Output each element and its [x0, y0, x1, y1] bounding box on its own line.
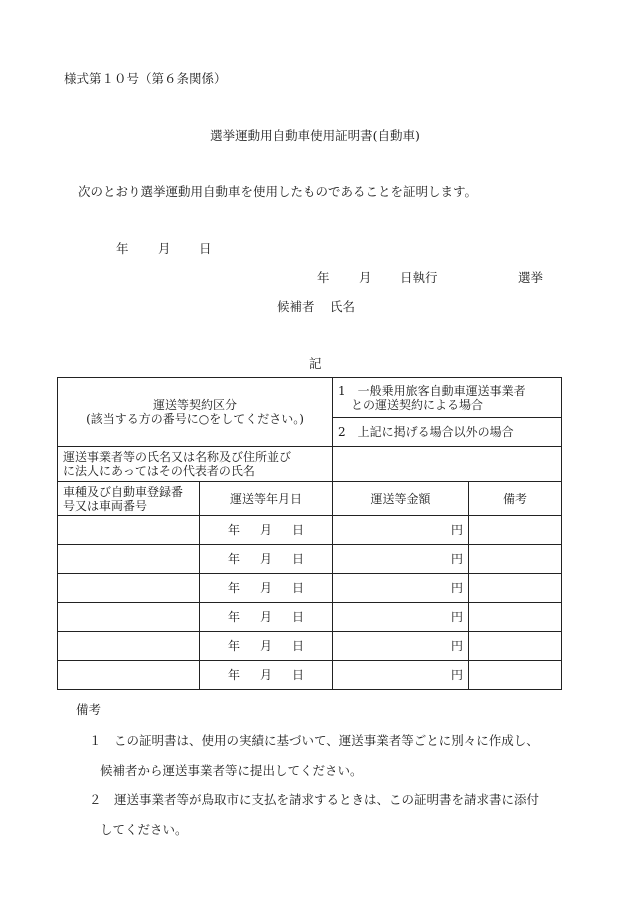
election-month: 月: [359, 270, 372, 285]
candidate-label: 候補者: [277, 299, 315, 314]
date-cell[interactable]: [200, 516, 333, 545]
contract-row-1: [58, 378, 562, 418]
row-year: 年: [227, 523, 240, 537]
row-day: 日: [292, 552, 305, 566]
remarks-cell[interactable]: [469, 574, 562, 603]
option1-line1: 1 一般乗用旅客自動車運送事業者: [338, 383, 526, 398]
row-day: 日: [292, 523, 305, 537]
row-month: 月: [259, 639, 272, 653]
row-yen: 円: [450, 581, 463, 595]
vehicle-cell[interactable]: [58, 603, 200, 632]
row-yen: 円: [450, 552, 463, 566]
remarks-cell[interactable]: [469, 545, 562, 574]
election-year: 年: [317, 270, 330, 285]
amount-cell[interactable]: [333, 574, 469, 603]
vehicle-cell[interactable]: [58, 516, 200, 545]
remarks-cell[interactable]: [469, 603, 562, 632]
row-month: 月: [259, 581, 272, 595]
remarks-cell[interactable]: [469, 661, 562, 690]
amount-cell[interactable]: [333, 603, 469, 632]
row-month: 月: [259, 610, 272, 624]
row-yen: 円: [450, 523, 463, 537]
amount-cell[interactable]: [333, 661, 469, 690]
remarks-cell[interactable]: [469, 632, 562, 661]
intro-text: 次のとおり選挙運動用自動車を使用したものであることを証明します。: [78, 184, 478, 199]
date-year: 年: [116, 241, 129, 256]
row-month: 月: [259, 668, 272, 682]
amount-cell[interactable]: [333, 516, 469, 545]
contract-option-1: [333, 378, 562, 418]
vehicle-header: [58, 482, 200, 516]
form-number: 様式第１０号（第６条関係）: [64, 71, 227, 86]
carrier-row: [58, 447, 562, 482]
ki-mark: 記: [309, 356, 322, 371]
carrier-line2: に法人にあってはその代表者の氏名: [63, 464, 255, 478]
election-day-exec: 日執行: [400, 270, 438, 285]
row-year: 年: [227, 581, 240, 595]
row-year: 年: [227, 668, 240, 682]
contract-category-label: 運送等契約区分: [152, 398, 237, 412]
remarks-cell[interactable]: [469, 516, 562, 545]
remarks-header: 備考: [469, 482, 562, 516]
amount-cell[interactable]: [333, 545, 469, 574]
carrier-value-cell[interactable]: [333, 447, 562, 482]
row-day: 日: [292, 639, 305, 653]
election-label: 選挙: [518, 270, 544, 285]
row-yen: 円: [450, 668, 463, 682]
row-year: 年: [227, 639, 240, 653]
vehicle-cell[interactable]: [58, 574, 200, 603]
note2-line2: してください。: [100, 822, 188, 837]
notes-heading: 備考: [76, 702, 102, 717]
vehicle-cell[interactable]: [58, 632, 200, 661]
header-row: [58, 482, 562, 516]
note1-line2: 候補者から運送事業者等に提出してください。: [100, 763, 363, 778]
option1-line2: との運送契約による場合: [351, 397, 484, 412]
table-row: [58, 632, 562, 661]
table-row: [58, 661, 562, 690]
date-month: 月: [158, 241, 171, 256]
row-year: 年: [227, 552, 240, 566]
contract-option-2: 2 上記に掲げる場合以外の場合: [333, 418, 562, 447]
date-cell[interactable]: [200, 545, 333, 574]
vehicle-cell[interactable]: [58, 661, 200, 690]
row-month: 月: [259, 523, 272, 537]
date-cell[interactable]: [200, 632, 333, 661]
contract-category-note: (該当する方の番号に○をしてください。): [86, 412, 304, 426]
row-month: 月: [259, 552, 272, 566]
row-yen: 円: [450, 639, 463, 653]
contract-category-cell: [58, 378, 333, 447]
table-row: [58, 516, 562, 545]
table-row: [58, 574, 562, 603]
row-day: 日: [292, 610, 305, 624]
candidate-name-label: 氏名: [330, 299, 356, 314]
carrier-label-cell: [58, 447, 333, 482]
date-cell[interactable]: [200, 603, 333, 632]
page-title: 選挙運動用自動車使用証明書(自動車): [210, 128, 420, 143]
date-day: 日: [199, 241, 212, 256]
vehicle-header-line1: 車種及び自動車登録番: [63, 484, 184, 499]
row-yen: 円: [450, 610, 463, 624]
table-row: [58, 545, 562, 574]
row-day: 日: [292, 581, 305, 595]
amount-cell[interactable]: [333, 632, 469, 661]
date-cell[interactable]: [200, 661, 333, 690]
row-day: 日: [292, 668, 305, 682]
table-row: [58, 603, 562, 632]
date-cell[interactable]: [200, 574, 333, 603]
amount-header: 運送等金額: [333, 482, 469, 516]
note2-line1: ２ 運送事業者等が鳥取市に支払を請求するときは、この証明書を請求書に添付: [89, 792, 540, 807]
row-year: 年: [227, 610, 240, 624]
carrier-line1: 運送事業者等の氏名又は名称及び住所並び: [63, 450, 292, 464]
note1-line1: １ この証明書は、使用の実績に基づいて、運送事業者等ごとに別々に作成し、: [89, 733, 539, 748]
usage-table: [57, 377, 562, 690]
vehicle-cell[interactable]: [58, 545, 200, 574]
date-header: 運送等年月日: [200, 482, 333, 516]
vehicle-header-line2: 号又は車両番号: [63, 498, 148, 513]
